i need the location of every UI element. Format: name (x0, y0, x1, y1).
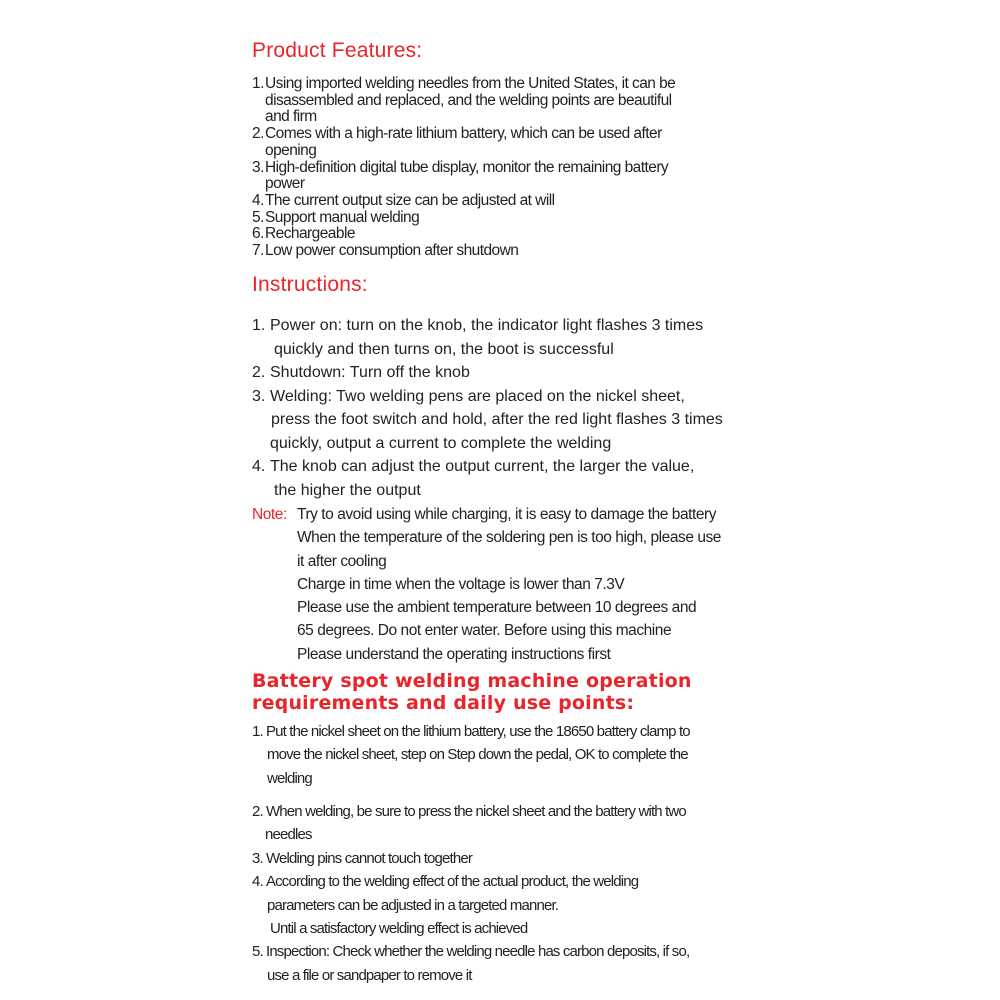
note-line: When the temperature of the soldering pen is too high, please use (297, 529, 721, 547)
instructions-heading: Instructions: (252, 273, 368, 296)
list-item: 2. When welding, be sure to press the nickel sheet and the battery with two needles (252, 802, 686, 844)
note-label: Note: (252, 506, 287, 523)
list-item: 1. Put the nickel sheet on the lithium battery, use the 18650 battery clamp to move the nickel sheet, step on Step down the pedal, OK to complete the welding (252, 723, 690, 787)
operation-points-list (252, 720, 690, 987)
note-line: Please understand the operating instructions first (297, 645, 611, 663)
note-line: it after cooling (297, 552, 387, 570)
note-line: Please use the ambient temperature between 10 degrees and (297, 599, 697, 617)
list-item: 2. Shutdown: Turn off the knob (252, 364, 470, 381)
list-item: 7.Low power consumption after shutdown (252, 242, 519, 260)
list-item: 4. The knob can adjust the output current, the larger the value, the higher the output (252, 458, 695, 499)
product-features-heading: Product Features: (252, 39, 423, 62)
list-item: 5. Inspection: Check whether the welding needle has carbon deposits, if so, use a file or sandpaper to remove it (252, 943, 690, 984)
operation-points-heading: Battery spot welding machine operation requirements and daily use points: (252, 670, 692, 714)
list-item: 1. Power on: turn on the knob, the indicator light flashes 3 times quickly and then turns on, the boot is successful (252, 317, 704, 358)
list-item: 4. According to the welding effect of the actual product, the welding parameters can be adjusted in a targeted manner. Until a satisfactory welding effect is achieved (252, 873, 639, 937)
list-item: 1.Using imported welding needles from the United States, it can be disassembled and replaced, and the welding points are beautiful and firm (252, 75, 676, 126)
note-line: 65 degrees. Do not enter water. Before using this machine (297, 622, 672, 640)
note-block (252, 503, 721, 666)
list-item: 2.Comes with a high-rate lithium battery, which can be used after opening (252, 125, 662, 159)
list-item: 3. Welding: Two welding pens are placed on the nickel sheet, press the foot switch and hold, after the red light flashes 3 times quickly, output a current to complete the welding (252, 387, 723, 452)
list-item: 6.Rechargeable (252, 225, 355, 243)
product-features-list (252, 76, 675, 260)
list-item: 3. Welding pins cannot touch together (252, 849, 472, 867)
instructions-list (252, 314, 723, 502)
note-line: Try to avoid using while charging, it is easy to damage the battery (297, 506, 717, 523)
list-item: 3.High-definition digital tube display, monitor the remaining battery power (252, 158, 669, 193)
list-item: 5.Support manual welding (252, 208, 420, 226)
product-manual (252, 0, 792, 1000)
list-item: 4.The current output size can be adjusted at will (252, 191, 555, 209)
note-line: Charge in time when the voltage is lower than 7.3V (297, 575, 625, 593)
